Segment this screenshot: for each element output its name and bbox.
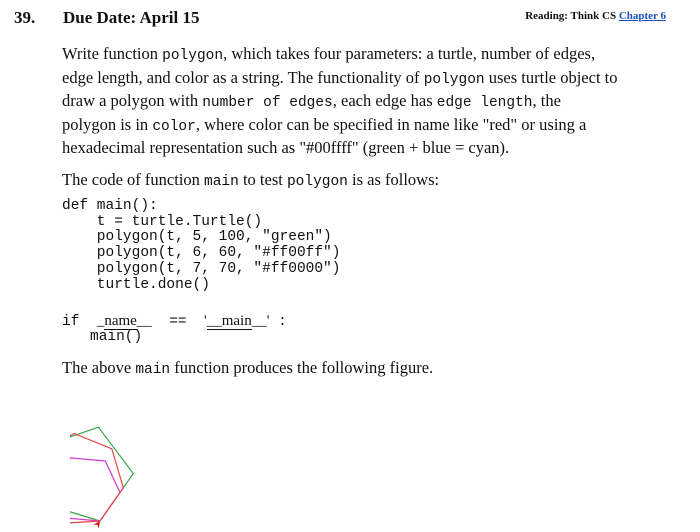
description-segment: edge length, and color as a string. The functionality of [62,67,424,87]
description-segment: polygon [162,48,224,64]
code-line: polygon(t, 5, 100, "green") [62,229,332,246]
code-line: polygon(t, 7, 70, "#ff0000") [62,260,341,277]
reading-reference [525,10,666,22]
description-segment: , where color can be specified in name like "red" or using a [195,114,587,134]
code-intro [62,168,439,195]
intro-segment: The code of function [62,170,205,189]
reading-prefix: Reading: Think CS [525,10,619,22]
question-number: 39. [14,8,36,27]
description-segment: Write function [62,44,163,63]
description-segment: , the [532,91,561,110]
outro-segment: The above [62,358,136,377]
code-line: polygon(t, 6, 60, "#ff00ff") [62,245,341,262]
equals-operator: == [169,314,187,330]
polygon-6-sides [70,458,120,521]
dunder-name: name [104,313,137,329]
description-segment: , which takes four parameters: a turtle, number of edges, [223,44,596,63]
description-segment: hexadecimal representation such as "#00ffff" (green + blue = cyan). [62,138,510,157]
dunder-main: main [221,313,252,329]
description-segment: , each edge has [332,91,437,110]
code-line: t = turtle.Turtle() [62,213,263,230]
description-segment: edge length [436,95,533,111]
if-keyword: if [62,314,80,330]
polygon-figure [70,395,220,530]
outro-segment: main [135,362,171,378]
intro-segment: is as follows: [347,170,440,189]
code-line: def main(): [62,198,158,214]
polygon-5-sides [70,427,133,521]
description-segment: number of edges [202,95,333,111]
polygon-7-sides [70,434,123,524]
code-block [62,199,340,293]
figure-intro [62,356,433,383]
intro-segment: to test [238,170,287,189]
main-guard-line: if _name__ == '__main__' : [62,313,287,330]
intro-segment: polygon [286,174,348,190]
description-segment: draw a polygon with [62,91,203,110]
chapter-link[interactable]: Chapter 6 [618,10,666,22]
description-segment: uses turtle object to [484,67,618,87]
question-title: Due Date: April 15 [63,8,200,27]
main-call: main() [90,329,143,345]
description-segment: polygon [423,71,485,88]
outro-segment: function produces the following figure. [170,358,434,377]
code-line: turtle.done() [62,276,210,293]
description-segment: polygon is in [62,114,153,134]
description-line [62,136,509,160]
intro-segment: main [204,174,239,190]
description-segment: color [152,118,196,135]
